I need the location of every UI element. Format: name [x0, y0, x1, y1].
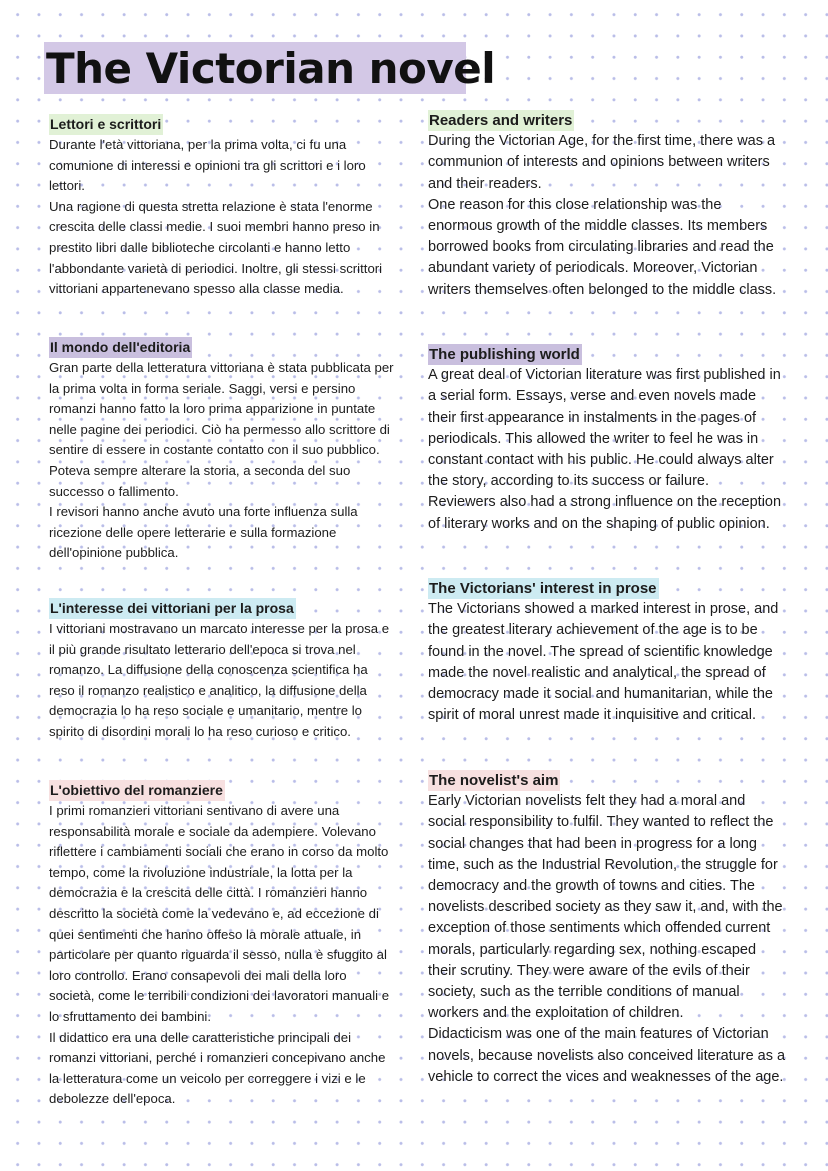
section-paragraph: Il didattico era una delle caratteristiche principali dei romanzi vittoriani, perché i romanzieri concepivano anche la letteratura come un veicolo per correggere i vizi e le debolezze dell'epoca. — [49, 1029, 386, 1107]
section-lettori-e-scrittori — [49, 114, 395, 300]
section-obiettivo-romanziere — [49, 780, 395, 1110]
section-publishing-world — [428, 344, 786, 535]
section-paragraph: Reviewers also had a strong influence on the reception of literary works and on the shaping of public opinion. — [428, 494, 782, 532]
section-interesse-prosa — [49, 598, 395, 743]
section-heading: Readers and writers — [428, 110, 574, 131]
section-paragraph: I primi romanzieri vittoriani sentivano di avere una responsabilità morale e sociale da adempiere. Volevano riflettere i cambiamenti sociali che erano in corso da molto tempo, come la rivoluzione industriale, la lotta per la democrazia e la crescita delle città. I romanzieri hanno descritto la società come la vedevano e, ad eccezione di quei sentimenti che hanno offeso la morale attuale, in particolare per quanto riguarda il sesso, nulla è sfuggito al loro controllo. Erano consapevoli dei mali della loro società, come le terribili condizioni dei lavoratori manuali e lo sfruttamento dei bambini. — [49, 803, 390, 1024]
page-title: The Victorian novel — [46, 44, 496, 93]
section-paragraph: A great deal of Victorian literature was first published in a serial form. Essays, verse and even novels made their first appearance in instalments in the pages of periodicals. This allowed the writer to feel he was in constant contact with his public. He could always alter the story, according to its success or failure. — [428, 367, 781, 490]
section-paragraph: During the Victorian Age, for the first time, there was a communion of interests and opinions between writers and their readers. — [428, 133, 776, 192]
section-paragraph: I vittoriani mostravano un marcato interesse per la prosa e il più grande risultato letterario dell'epoca si trova nel romanzo. La diffusione della conoscenza scientifica ha reso il romanzo realistico e analitico, la diffusione della democrazia lo ha reso sociale e umanitario, mentre lo spirito di disordini morali lo ha reso curioso e critico. — [49, 621, 390, 739]
section-paragraph: One reason for this close relationship was the enormous growth of the middle classes. Its members borrowed books from circulating libraries and read the abundant variety of periodicals. Moreover, Victorian writers themselves often belonged to the middle class. — [428, 196, 777, 298]
section-novelists-aim — [428, 770, 786, 1088]
section-paragraph: Gran parte della letteratura vittoriana è stata pubblicata per la prima volta in forma seriale. Saggi, versi e persino romanzi hanno fatto la loro prima apparizione in puntate nelle pagine dei periodici. Ciò ha permesso allo scrittore di sentire di essere in costante contatto con il suo pubblico. Poteva sempre alterare la storia, a seconda del suo successo o fallimento. — [49, 360, 394, 499]
section-heading: The publishing world — [428, 344, 582, 365]
section-heading: Lettori e scrittori — [49, 114, 163, 135]
section-paragraph: Early Victorian novelists felt they had a moral and social responsibility to fulfil. They wanted to reflect the social changes that had been in progress for a long time, such as the Industrial Revolution, the struggle for democracy and the growth of towns and cities. The novelists described society as they saw it, and, with the exception of those sentiments which offended current morals, particularly regarding sex, nothing escaped their scrutiny. They were aware of the evils of their society, such as the terrible conditions of manual workers and the exploitation of children. — [428, 793, 783, 1022]
section-paragraph: The Victorians showed a marked interest in prose, and the greatest literary achievement of the age is to be found in the novel. The spread of scientific knowledge made the novel realistic and analytical, the spread of democracy made it social and humanitarian, while the spirit of moral unrest made it inquisitive and critical. — [428, 601, 779, 724]
section-heading: L'interesse dei vittoriani per la prosa — [49, 598, 296, 619]
section-paragraph: Una ragione di questa stretta relazione è stata l'enorme crescita delle classi medie. I suoi membri hanno preso in prestito libri dalle biblioteche circolanti e hanno letto l'abbondante varietà di periodici. Inoltre, gli stessi scrittori vittoriani appartenevano spesso alla classe media. — [49, 198, 383, 297]
section-heading: L'obiettivo del romanziere — [49, 780, 225, 801]
section-paragraph: Durante l'età vittoriana, per la prima volta, ci fu una comunione di interessi e opinioni tra gli scrittori e i loro lettori. — [49, 137, 366, 194]
section-victorians-interest-in-prose — [428, 578, 786, 726]
section-heading: Il mondo dell'editoria — [49, 337, 192, 358]
section-heading: The Victorians' interest in prose — [428, 578, 659, 599]
section-paragraph: I revisori hanno anche avuto una forte influenza sulla ricezione delle opere letterarie e sulla formazione dell'opinione pubblica. — [49, 504, 358, 561]
section-il-mondo-dell-editoria — [49, 337, 395, 564]
section-paragraph: Didacticism was one of the main features of Victorian novels, because novelists also conceived literature as a vehicle to correct the vices and weaknesses of the age. — [428, 1026, 786, 1085]
section-heading: The novelist's aim — [428, 770, 560, 791]
section-readers-and-writers — [428, 110, 786, 301]
